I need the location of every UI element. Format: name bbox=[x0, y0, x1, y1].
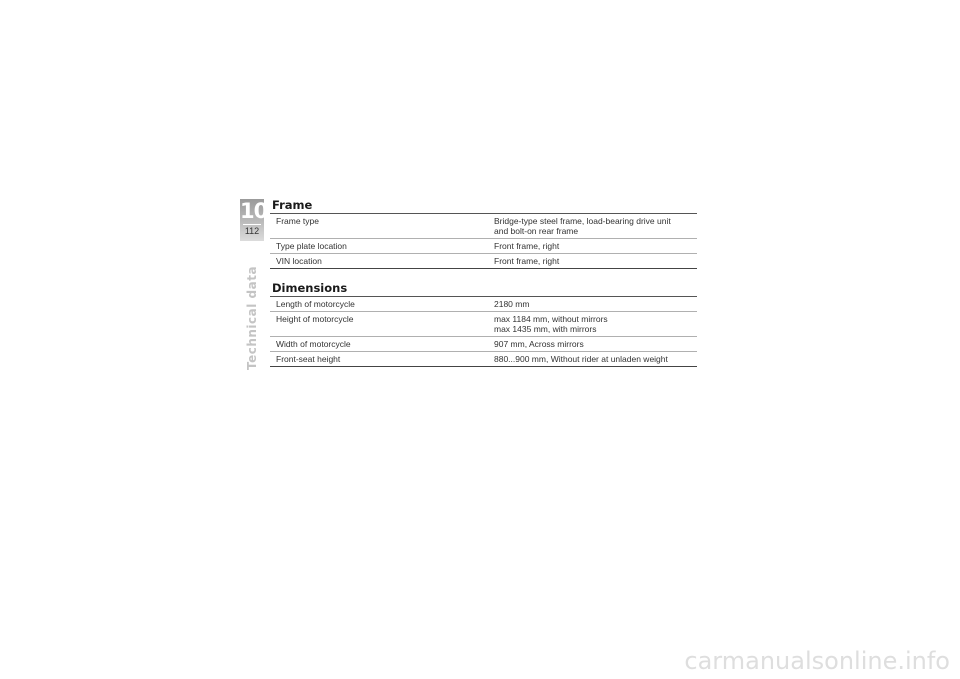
chapter-number: 10 bbox=[240, 199, 268, 223]
frame-table bbox=[270, 213, 697, 269]
row-value: 907 mm, Across mirrors bbox=[488, 337, 697, 352]
row-label: Type plate location bbox=[270, 239, 488, 254]
frame-section bbox=[270, 197, 697, 269]
table-row bbox=[270, 297, 697, 312]
table-row bbox=[270, 312, 697, 337]
row-value: 880...900 mm, Without rider at unladen weight bbox=[488, 352, 697, 367]
row-value: Bridge-type steel frame, load-bearing drive unit and bolt-on rear frame bbox=[488, 214, 697, 239]
row-label: Height of motorcycle bbox=[270, 312, 488, 337]
row-value: Front frame, right bbox=[488, 254, 697, 269]
table-row bbox=[270, 214, 697, 239]
table-row bbox=[270, 337, 697, 352]
row-label: Width of motorcycle bbox=[270, 337, 488, 352]
page-number: 112 bbox=[244, 226, 260, 236]
row-value: Front frame, right bbox=[488, 239, 697, 254]
dimensions-table bbox=[270, 296, 697, 367]
row-label: Front-seat height bbox=[270, 352, 488, 367]
row-value: 2180 mm bbox=[488, 297, 697, 312]
row-label: Frame type bbox=[270, 214, 488, 239]
table-row bbox=[270, 239, 697, 254]
row-value: max 1184 mm, without mirrors max 1435 mm, with mirrors bbox=[488, 312, 697, 337]
row-label: VIN location bbox=[270, 254, 488, 269]
chapter-tab bbox=[240, 199, 268, 241]
chapter-title: Technical data bbox=[245, 265, 259, 370]
watermark: carmanualsonline.info bbox=[684, 647, 950, 675]
section-title-dimensions: Dimensions bbox=[272, 281, 348, 295]
row-label: Length of motorcycle bbox=[270, 297, 488, 312]
section-title-frame: Frame bbox=[272, 198, 313, 212]
chapter-divider bbox=[243, 224, 261, 225]
table-row bbox=[270, 254, 697, 269]
table-row bbox=[270, 352, 697, 367]
dimensions-section bbox=[270, 280, 697, 367]
